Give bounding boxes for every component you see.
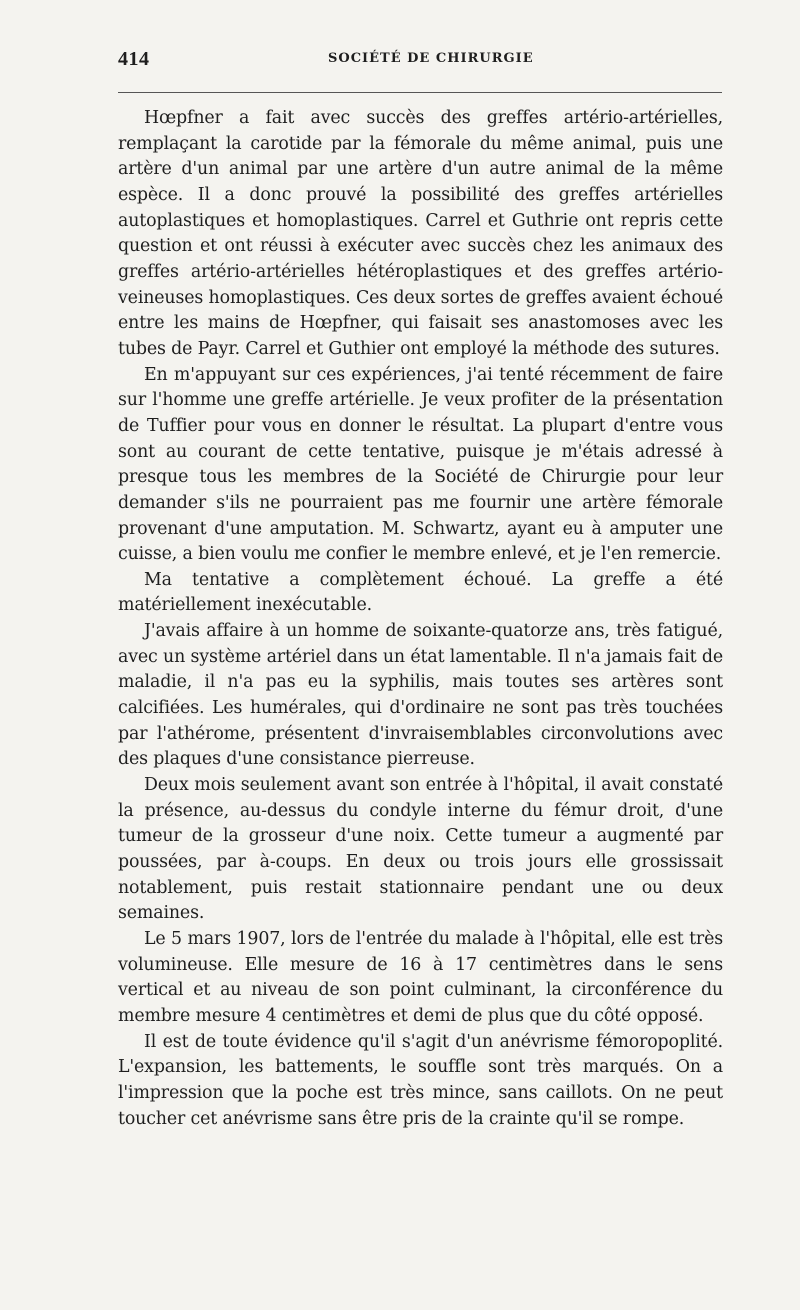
- paragraph: Ma tentative a complètement échoué. La greffe a été matériellement inexécutable.: [118, 569, 723, 616]
- paragraph: J'avais affaire à un homme de soixante-quatorze ans, très fatigué, avec un système artériel dans un état lamentable. Il n'a jamais fait de maladie, il n'a pas eu la syphilis, mais toutes ses artères sont calcifiées. Les humérales, qui d'ordinaire ne sont pas très touchées par l'athérome, présentent d'invraisemblables circonvolutions avec des plaques d'une consistance pierreuse.: [118, 621, 723, 770]
- paragraph: Deux mois seulement avant son entrée à l'hôpital, il avait constaté la présence, au-dessus du condyle interne du fémur droit, d'une tumeur de la grosseur d'une noix. Cette tumeur a augmenté par poussées, par à-coups. En deux ou trois jours elle grossissait notablement, puis restait stationnaire pendant une ou deux semaines.: [118, 775, 723, 924]
- page-header: [118, 48, 723, 72]
- running-title: SOCIÉTÉ DE CHIRURGIE: [328, 51, 534, 66]
- page-number: 414: [118, 48, 150, 70]
- paragraph: En m'appuyant sur ces expériences, j'ai tenté récemment de faire sur l'homme une greffe artérielle. Je veux profiter de la présentation de Tuffier pour vous en donner le résultat. La plupart d'entre vous sont au courant de cette tentative, puisque je m'étais adressé à presque tous les membres de la Société de Chirurgie pour leur demander s'ils ne pourraient pas me fournir une artère fémorale provenant d'une amputation. M. Schwartz, ayant eu à amputer une cuisse, a bien voulu me confier le membre enlevé, et je l'en remercie.: [118, 364, 723, 565]
- paragraph: Il est de toute évidence qu'il s'agit d'un anévrisme fémoropoplité. L'expansion, les battements, le souffle sont très marqués. On a l'impression que la poche est très mince, sans caillots. On ne peut toucher cet anévrisme sans être pris de la crainte qu'il se rompe.: [118, 1031, 723, 1129]
- body-text: [118, 106, 723, 1132]
- paragraph: Le 5 mars 1907, lors de l'entrée du malade à l'hôpital, elle est très volumineuse. Elle mesure de 16 à 17 centimètres dans le sens vertical et au niveau de son point culminant, la circonférence du membre mesure 4 centimètres et demi de plus que du côté opposé.: [118, 929, 723, 1026]
- header-rule: [118, 92, 722, 93]
- paragraph: Hœpfner a fait avec succès des greffes artério-artérielles, remplaçant la carotide par la fémorale du même animal, puis une artère d'un animal par une artère d'un autre animal de la même espèce. Il a donc prouvé la possibilité des greffes artérielles autoplastiques et homoplastiques. Carrel et Guthrie ont repris cette question et ont réussi à exécuter avec succès chez les animaux des greffes artério-artérielles hétéroplastiques et des greffes artério-veineuses homoplastiques. Ces deux sortes de greffes avaient échoué entre les mains de Hœpfner, qui faisait ses anastomoses avec les tubes de Payr. Carrel et Guthier ont employé la méthode des sutures.: [118, 108, 723, 359]
